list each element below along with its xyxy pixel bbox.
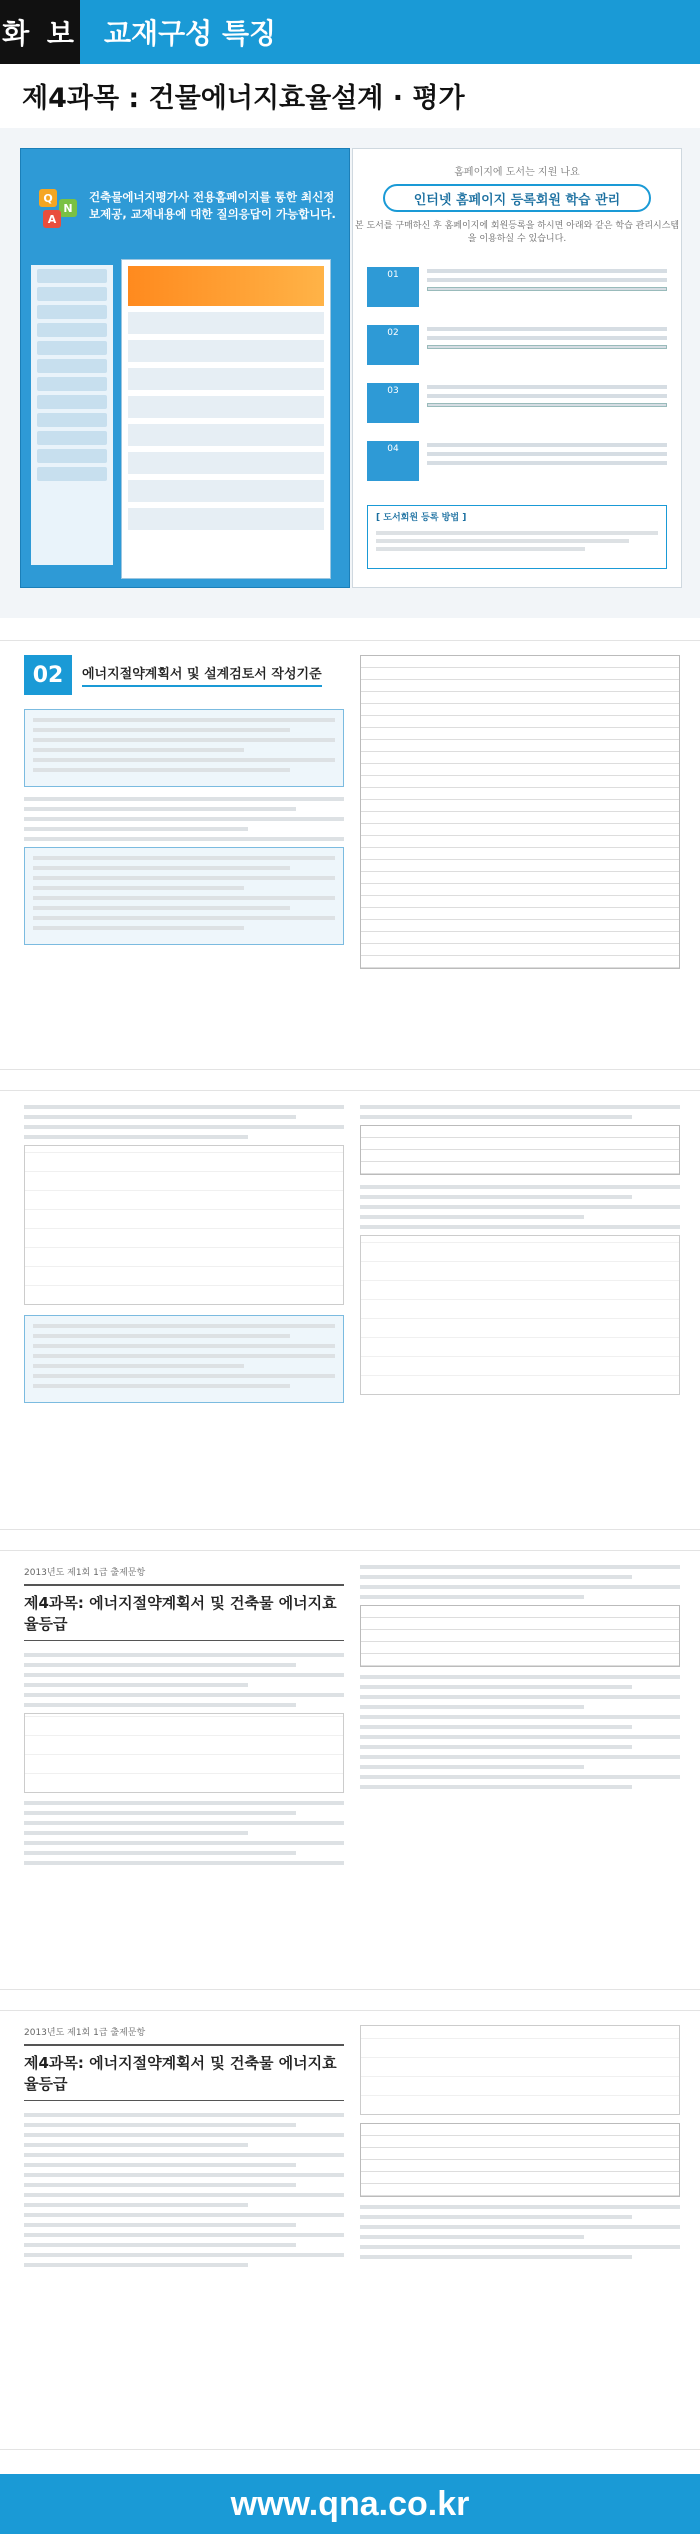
logo-letter-a: A	[43, 210, 61, 228]
logo-letter-n: N	[59, 199, 77, 217]
member-management-panel	[352, 148, 682, 588]
chapter-number: 02	[24, 655, 72, 695]
system-diagram	[360, 1235, 680, 1395]
step-number: 02	[367, 325, 419, 365]
footer-bar	[0, 2474, 700, 2534]
step-item	[367, 267, 667, 315]
homepage-panel	[20, 148, 350, 588]
registration-notice	[367, 505, 667, 569]
website-screenshot	[121, 259, 331, 579]
step-number: 01	[367, 267, 419, 307]
exam-title: 제4과목: 에너지절약계획서 및 건축물 에너지효율등급	[24, 1584, 344, 1641]
homepage-feature-section	[0, 128, 700, 618]
book-spread-diagrams	[0, 1090, 700, 1530]
exam-page-2	[0, 2010, 700, 2450]
panel-intro: 본 도서를 구매하신 후 홈페이지에 회원등록을 하시면 아래와 같은 학습 관리시스템을 이용하실 수 있습니다.	[354, 221, 680, 244]
exam-title: 제4과목: 에너지절약계획서 및 건축물 에너지효율등급	[24, 2044, 344, 2101]
book-spread-chapter	[0, 640, 700, 1070]
exam-page-1	[0, 1550, 700, 1990]
step-item	[367, 383, 667, 431]
exam-header: 2013년도 제1회 1급 출제문항	[24, 1568, 146, 1578]
step-number: 04	[367, 441, 419, 481]
site-banner	[128, 266, 324, 306]
site-side-menu	[31, 265, 113, 565]
floor-plan-diagram	[24, 1145, 344, 1305]
subject-title: 제4과목 : 건물에너지효율설계 · 평가	[22, 82, 465, 114]
panel-kicker: 홈페이지에 도서는 지원 나요	[454, 167, 580, 178]
website-url-link[interactable]: www.qna.co.kr	[230, 2484, 470, 2523]
step-number: 03	[367, 383, 419, 423]
logo-letter-q: Q	[39, 189, 57, 207]
question-figure	[360, 2025, 680, 2115]
panel-title: 인터넷 홈페이지 등록회원 학습 관리	[383, 184, 651, 212]
notice-title: [ 도서회원 등록 방법 ]	[376, 513, 467, 523]
exam-header: 2013년도 제1회 1급 출제문항	[24, 2028, 146, 2038]
question-figure	[24, 1713, 344, 1793]
chapter-title: 에너지절약계획서 및 설계검토서 작성기준	[82, 663, 322, 687]
qna-logo-icon	[39, 189, 79, 229]
homepage-description: 건축물에너지평가사 전용홈페이지를 통한 최신정보제공, 교재내용에 대한 질의응답이 가능합니다.	[89, 190, 336, 221]
header-title: 교재구성 특징	[104, 17, 277, 50]
checklist-table	[360, 655, 680, 969]
step-item	[367, 441, 667, 489]
top-header	[0, 0, 700, 64]
chapter-heading	[24, 655, 344, 695]
step-item	[367, 325, 667, 373]
header-badge: 화 보	[0, 0, 80, 64]
